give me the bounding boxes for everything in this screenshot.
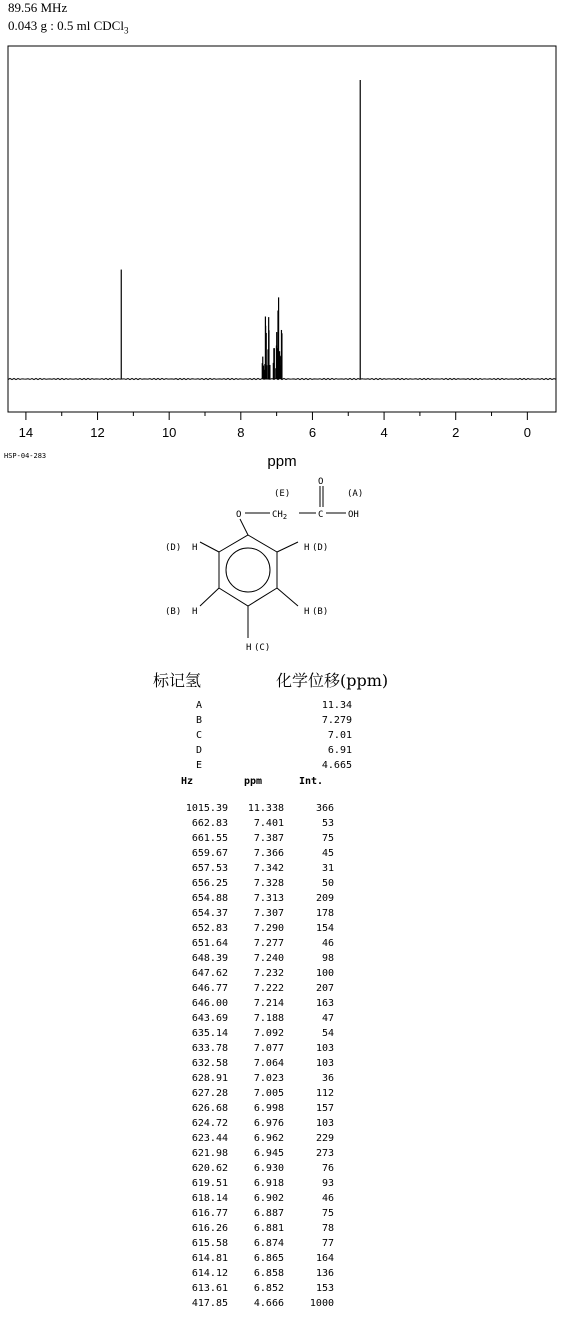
label-b-left: (B) [165,607,182,617]
assignment-value: 7.279 [321,715,352,726]
h-d-left: H [192,543,198,553]
peak-ppm: 7.313 [253,893,284,904]
sample-concentration: 0.043 g : 0.5 ml CDCl$_3$ [8,18,129,36]
col-header-hz: Hz [181,776,194,787]
peak-intensity: 54 [321,1028,334,1039]
peak-intensity: 93 [321,1178,334,1189]
peak-row [0,1118,570,1131]
peak-ppm: 6.976 [253,1118,284,1129]
peak-row [0,1148,570,1161]
peak-intensity: 31 [321,863,334,874]
spectrometer-frequency: 89.56 MHz [8,0,68,15]
peak-ppm: 6.858 [253,1268,284,1279]
assignment-label: A [196,700,203,711]
peak-ppm: 7.214 [253,998,284,1009]
peak-intensity: 53 [321,818,334,829]
peak-row [0,1283,570,1296]
x-tick-label: 6 [308,425,317,440]
peak-ppm: 6.962 [253,1133,284,1144]
peak-intensity: 75 [321,1208,334,1219]
peak-ppm: 7.188 [253,1013,284,1024]
peak-ppm: 6.918 [253,1178,284,1189]
peak-intensity: 112 [315,1088,334,1099]
assignment-label: E [196,760,203,771]
peak-row [0,1238,570,1251]
peak-hz: 652.83 [191,923,228,934]
peak-hz: 657.53 [191,863,228,874]
label-d-right: (D) [312,543,329,553]
assignment-value: 11.34 [321,700,352,711]
peak-hz: 651.64 [191,938,228,949]
carbonyl-oxygen: O [318,477,324,487]
peak-row [0,1103,570,1116]
peak-row [0,968,570,981]
peak-hz: 633.78 [191,1043,228,1054]
assignment-value: 6.91 [327,745,352,756]
peak-ppm: 7.092 [253,1028,284,1039]
peak-intensity: 366 [315,803,334,814]
peak-intensity: 178 [315,908,334,919]
peak-ppm: 7.077 [253,1043,284,1054]
peak-row [0,878,570,891]
peak-hz: 659.67 [191,848,228,859]
peak-hz: 614.81 [191,1253,228,1264]
molecule-structure [0,0,570,660]
peak-ppm: 7.307 [253,908,284,919]
peak-intensity: 98 [321,953,334,964]
peak-row [0,1043,570,1056]
peak-row [0,1058,570,1071]
carbonyl-carbon: C [318,510,324,520]
peak-intensity: 103 [315,1058,334,1069]
peak-intensity: 273 [315,1148,334,1159]
peak-row [0,1028,570,1041]
peak-ppm: 6.865 [253,1253,284,1264]
peak-intensity: 103 [315,1118,334,1129]
peak-intensity: 75 [321,833,334,844]
peak-hz: 626.68 [191,1103,228,1114]
peak-ppm: 7.401 [253,818,284,829]
peak-row [0,983,570,996]
ch2-group: $CH_2$ [272,510,288,521]
peak-hz: 618.14 [191,1193,228,1204]
peak-intensity: 136 [315,1268,334,1279]
peak-ppm: 7.064 [253,1058,284,1069]
peak-hz: 619.51 [191,1178,228,1189]
peak-intensity: 229 [315,1133,334,1144]
peak-intensity: 76 [321,1163,334,1174]
label-d-left: (D) [165,543,182,553]
peak-ppm: 7.328 [253,878,284,889]
peak-intensity: 46 [321,938,334,949]
peak-row [0,1133,570,1146]
peak-hz: 615.58 [191,1238,228,1249]
peak-row [0,953,570,966]
peak-ppm: 7.023 [253,1073,284,1084]
peak-hz: 627.28 [191,1088,228,1099]
h-b-right: H [304,607,310,617]
peak-row [0,1253,570,1266]
peak-hz: 620.62 [191,1163,228,1174]
peak-row [0,1013,570,1026]
peak-ppm: 7.387 [253,833,284,844]
peak-hz: 624.72 [191,1118,228,1129]
peak-ppm: 7.366 [253,848,284,859]
peak-intensity: 157 [315,1103,334,1114]
peak-ppm: 6.930 [253,1163,284,1174]
peak-hz: 632.58 [191,1058,228,1069]
peak-hz: 654.37 [191,908,228,919]
peak-hz: 648.39 [191,953,228,964]
peak-hz: 662.83 [191,818,228,829]
peak-hz: 616.77 [191,1208,228,1219]
peak-row [0,1298,570,1311]
peak-intensity: 209 [315,893,334,904]
peak-hz: 628.91 [191,1073,228,1084]
ether-oxygen: O [236,510,242,520]
peak-intensity: 164 [315,1253,334,1264]
peak-ppm: 6.998 [253,1103,284,1114]
hydroxyl: OH [348,510,359,520]
peak-hz: 654.88 [191,893,228,904]
spectrum-code: HSP-04-283 [4,452,47,460]
peak-row [0,1163,570,1176]
peak-hz: 1015.39 [185,803,228,814]
peak-ppm: 4.666 [253,1298,284,1309]
peak-intensity: 36 [321,1073,334,1084]
peak-row [0,1178,570,1191]
peak-intensity: 77 [321,1238,334,1249]
peak-row [0,923,570,936]
peak-hz: 656.25 [191,878,228,889]
peak-intensity: 100 [315,968,334,979]
peak-ppm: 7.342 [253,863,284,874]
peak-row [0,848,570,861]
h-c: H [246,643,252,653]
peak-ppm: 6.874 [253,1238,284,1249]
peak-hz: 623.44 [191,1133,228,1144]
x-tick-label: 2 [452,425,460,440]
peak-row [0,833,570,846]
peak-ppm: 7.222 [253,983,284,994]
peak-intensity: 103 [315,1043,334,1054]
peak-hz: 614.12 [191,1268,228,1279]
peak-ppm: 7.290 [253,923,284,934]
x-tick-label: 14 [18,425,34,440]
assignment-header-hydrogen: 标记氢 [153,671,202,690]
peak-hz: 621.98 [191,1148,228,1159]
peak-intensity: 163 [315,998,334,1009]
peak-ppm: 7.240 [253,953,284,964]
peak-row [0,1193,570,1206]
label-e: (E) [274,489,291,499]
peak-row [0,908,570,921]
peak-ppm: 6.902 [253,1193,284,1204]
peak-intensity: 154 [315,923,334,934]
col-header-int: Int. [299,776,324,787]
peak-intensity: 46 [321,1193,334,1204]
x-axis-label: ppm [267,453,297,470]
peak-ppm: 6.887 [253,1208,284,1219]
peak-row [0,1088,570,1101]
peak-intensity: 207 [315,983,334,994]
label-c: (C) [254,643,271,653]
peak-row [0,818,570,831]
peak-hz: 613.61 [191,1283,228,1294]
peak-ppm: 7.232 [253,968,284,979]
h-b-left: H [192,607,198,617]
peak-ppm: 7.005 [253,1088,284,1099]
peak-hz: 646.00 [191,998,228,1009]
x-tick-label: 4 [380,425,388,440]
label-a: (A) [347,489,364,499]
peak-hz: 646.77 [191,983,228,994]
assignment-label: B [196,715,203,726]
peak-row [0,1208,570,1221]
label-b-right: (B) [312,607,329,617]
peak-row [0,1268,570,1281]
peak-hz: 647.62 [191,968,228,979]
x-tick-label: 0 [523,425,531,440]
peak-row [0,863,570,876]
x-tick-label: 10 [161,425,177,440]
peak-row [0,1223,570,1236]
x-tick-label: 8 [237,425,245,440]
peak-row [0,893,570,906]
peak-intensity: 45 [321,848,334,859]
peak-intensity: 153 [315,1283,334,1294]
peak-intensity: 47 [321,1013,334,1024]
assignment-label: C [196,730,203,741]
peak-ppm: 11.338 [247,803,284,814]
peak-ppm: 6.945 [253,1148,284,1159]
peak-hz: 417.85 [191,1298,228,1309]
peak-hz: 616.26 [191,1223,228,1234]
peak-row [0,998,570,1011]
peak-hz: 661.55 [191,833,228,844]
assignment-value: 7.01 [327,730,352,741]
peak-ppm: 6.852 [253,1283,284,1294]
peak-row [0,1073,570,1086]
peak-ppm: 6.881 [253,1223,284,1234]
peak-intensity: 50 [321,878,334,889]
peak-row [0,938,570,951]
peak-intensity: 1000 [309,1298,334,1309]
peak-intensity: 78 [321,1223,334,1234]
peak-row [0,803,570,816]
col-header-ppm: ppm [244,776,263,787]
assignment-value: 4.665 [321,760,352,771]
peak-hz: 643.69 [191,1013,228,1024]
peak-hz: 635.14 [191,1028,228,1039]
h-d-right: H [304,543,310,553]
assignment-header-shift: 化学位移(ppm) [276,671,389,690]
x-tick-label: 12 [90,425,105,440]
assignment-label: D [196,745,203,756]
peak-ppm: 7.277 [253,938,284,949]
